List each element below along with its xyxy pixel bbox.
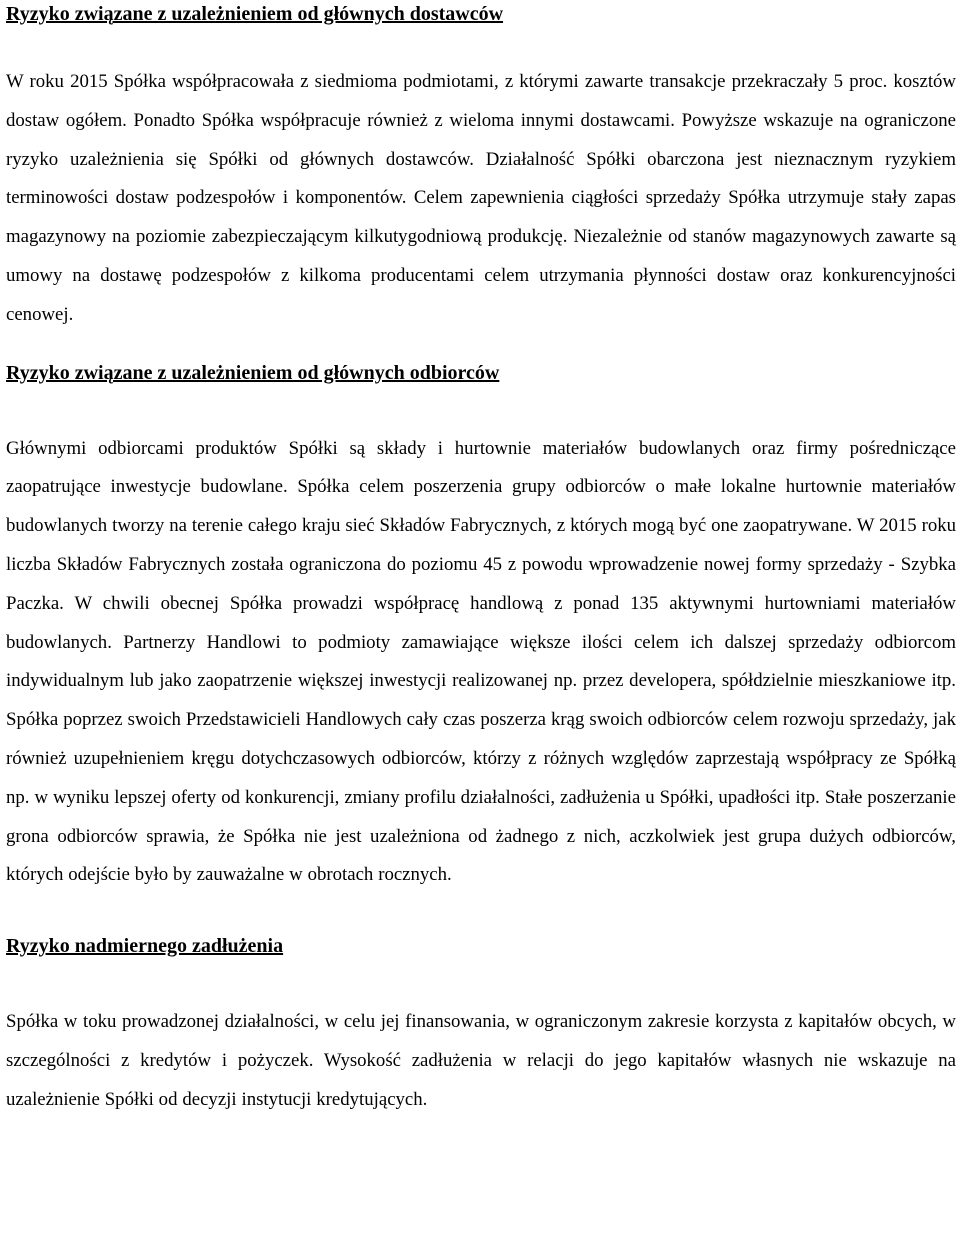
section-paragraph-customer-dependency: Głównymi odbiorcami produktów Spółki są składy i hurtownie materiałów budowlanych oraz firmy pośredniczące zaopatrujące inwestycje budowlane. Spółka celem poszerzenia grupy odbiorców o małe lokalne hurtownie materiałów budowlanych tworzy na terenie całego kraju sieć Składów Fabrycznych, z których mogą być one zaopatrywane. W 2015 roku liczba Składów Fabrycznych została ograniczona do poziomu 45 z powodu wprowadzenie nowej formy sprzedaży - Szybka Paczka. W chwili obecnej Spółka prowadzi współpracę handlową z ponad 135 aktywnymi hurtowniami materiałów budowlanych. Partnerzy Handlowi to podmioty zamawiające większe ilości celem ich dalszej sprzedaży odbiorcom indywidualnym lub jako zaopatrzenie większej inwestycji realizowanej np. przez developera, spółdzielnie mieszkaniowe itp. Spółka poprzez swoich Przedstawicieli Handlowych cały czas poszerza krąg swoich odbiorców celem rozwoju sprzedaży, jak również uzupełnieniem kręgu dotychczasowych odbiorców, którzy z różnych względów zaprzestają współpracy ze Spółką np. w wyniku lepszej oferty od konkurencji, zmiany profilu działalności, zadłużenia u Spółki, upadłości itp. Stałe poszerzanie grona odbiorców sprawia, że Spółka nie jest uzależniona od żadnego z nich, aczkolwiek jest grupa dużych odbiorców, których odejście było by zauważalne w obrotach rocznych.: [6, 437, 956, 886]
section-heading-excessive-debt: Ryzyko nadmiernego zadłużenia: [6, 935, 284, 958]
section-paragraph-supplier-dependency: W roku 2015 Spółka współpracowała z siedmioma podmiotami, z którymi zawarte transakcje przekraczały 5 proc. kosztów dostaw ogółem. Ponadto Spółka współpracuje również z wieloma innymi dostawcami. Powyższe wskazuje na ograniczone ryzyko uzależnienia się Spółki od głównych dostawców. Działalność Spółki obarczona jest nieznacznym ryzykiem terminowości dostaw podzespołów i komponentów. Celem zapewnienia ciągłości sprzedaży Spółka utrzymuje stały zapas magazynowy na poziomie zabezpieczającym kilkutygodniową produkcję. Niezależnie od stanów magazynowych zawarte są umowy na dostawę podzespołów z kilkoma producentami celem utrzymania płynności dostaw oraz konkurencyjności cenowej.: [6, 71, 956, 325]
section-heading-customer-dependency: Ryzyko związane z uzależnieniem od głównych odbiorców: [6, 361, 500, 384]
section-paragraph-excessive-debt: Spółka w toku prowadzonej działalności, w celu jej finansowania, w ograniczonym zakresie korzysta z kapitałów obcych, w szczególności z kredytów i pożyczek. Wysokość zadłużenia w relacji do jego kapitałów własnych nie wskazuje na uzależnienie Spółki od decyzji instytucji kredytujących.: [6, 1011, 956, 1110]
section-heading-supplier-dependency: Ryzyko związane z uzależnieniem od głównych dostawców: [6, 3, 504, 25]
